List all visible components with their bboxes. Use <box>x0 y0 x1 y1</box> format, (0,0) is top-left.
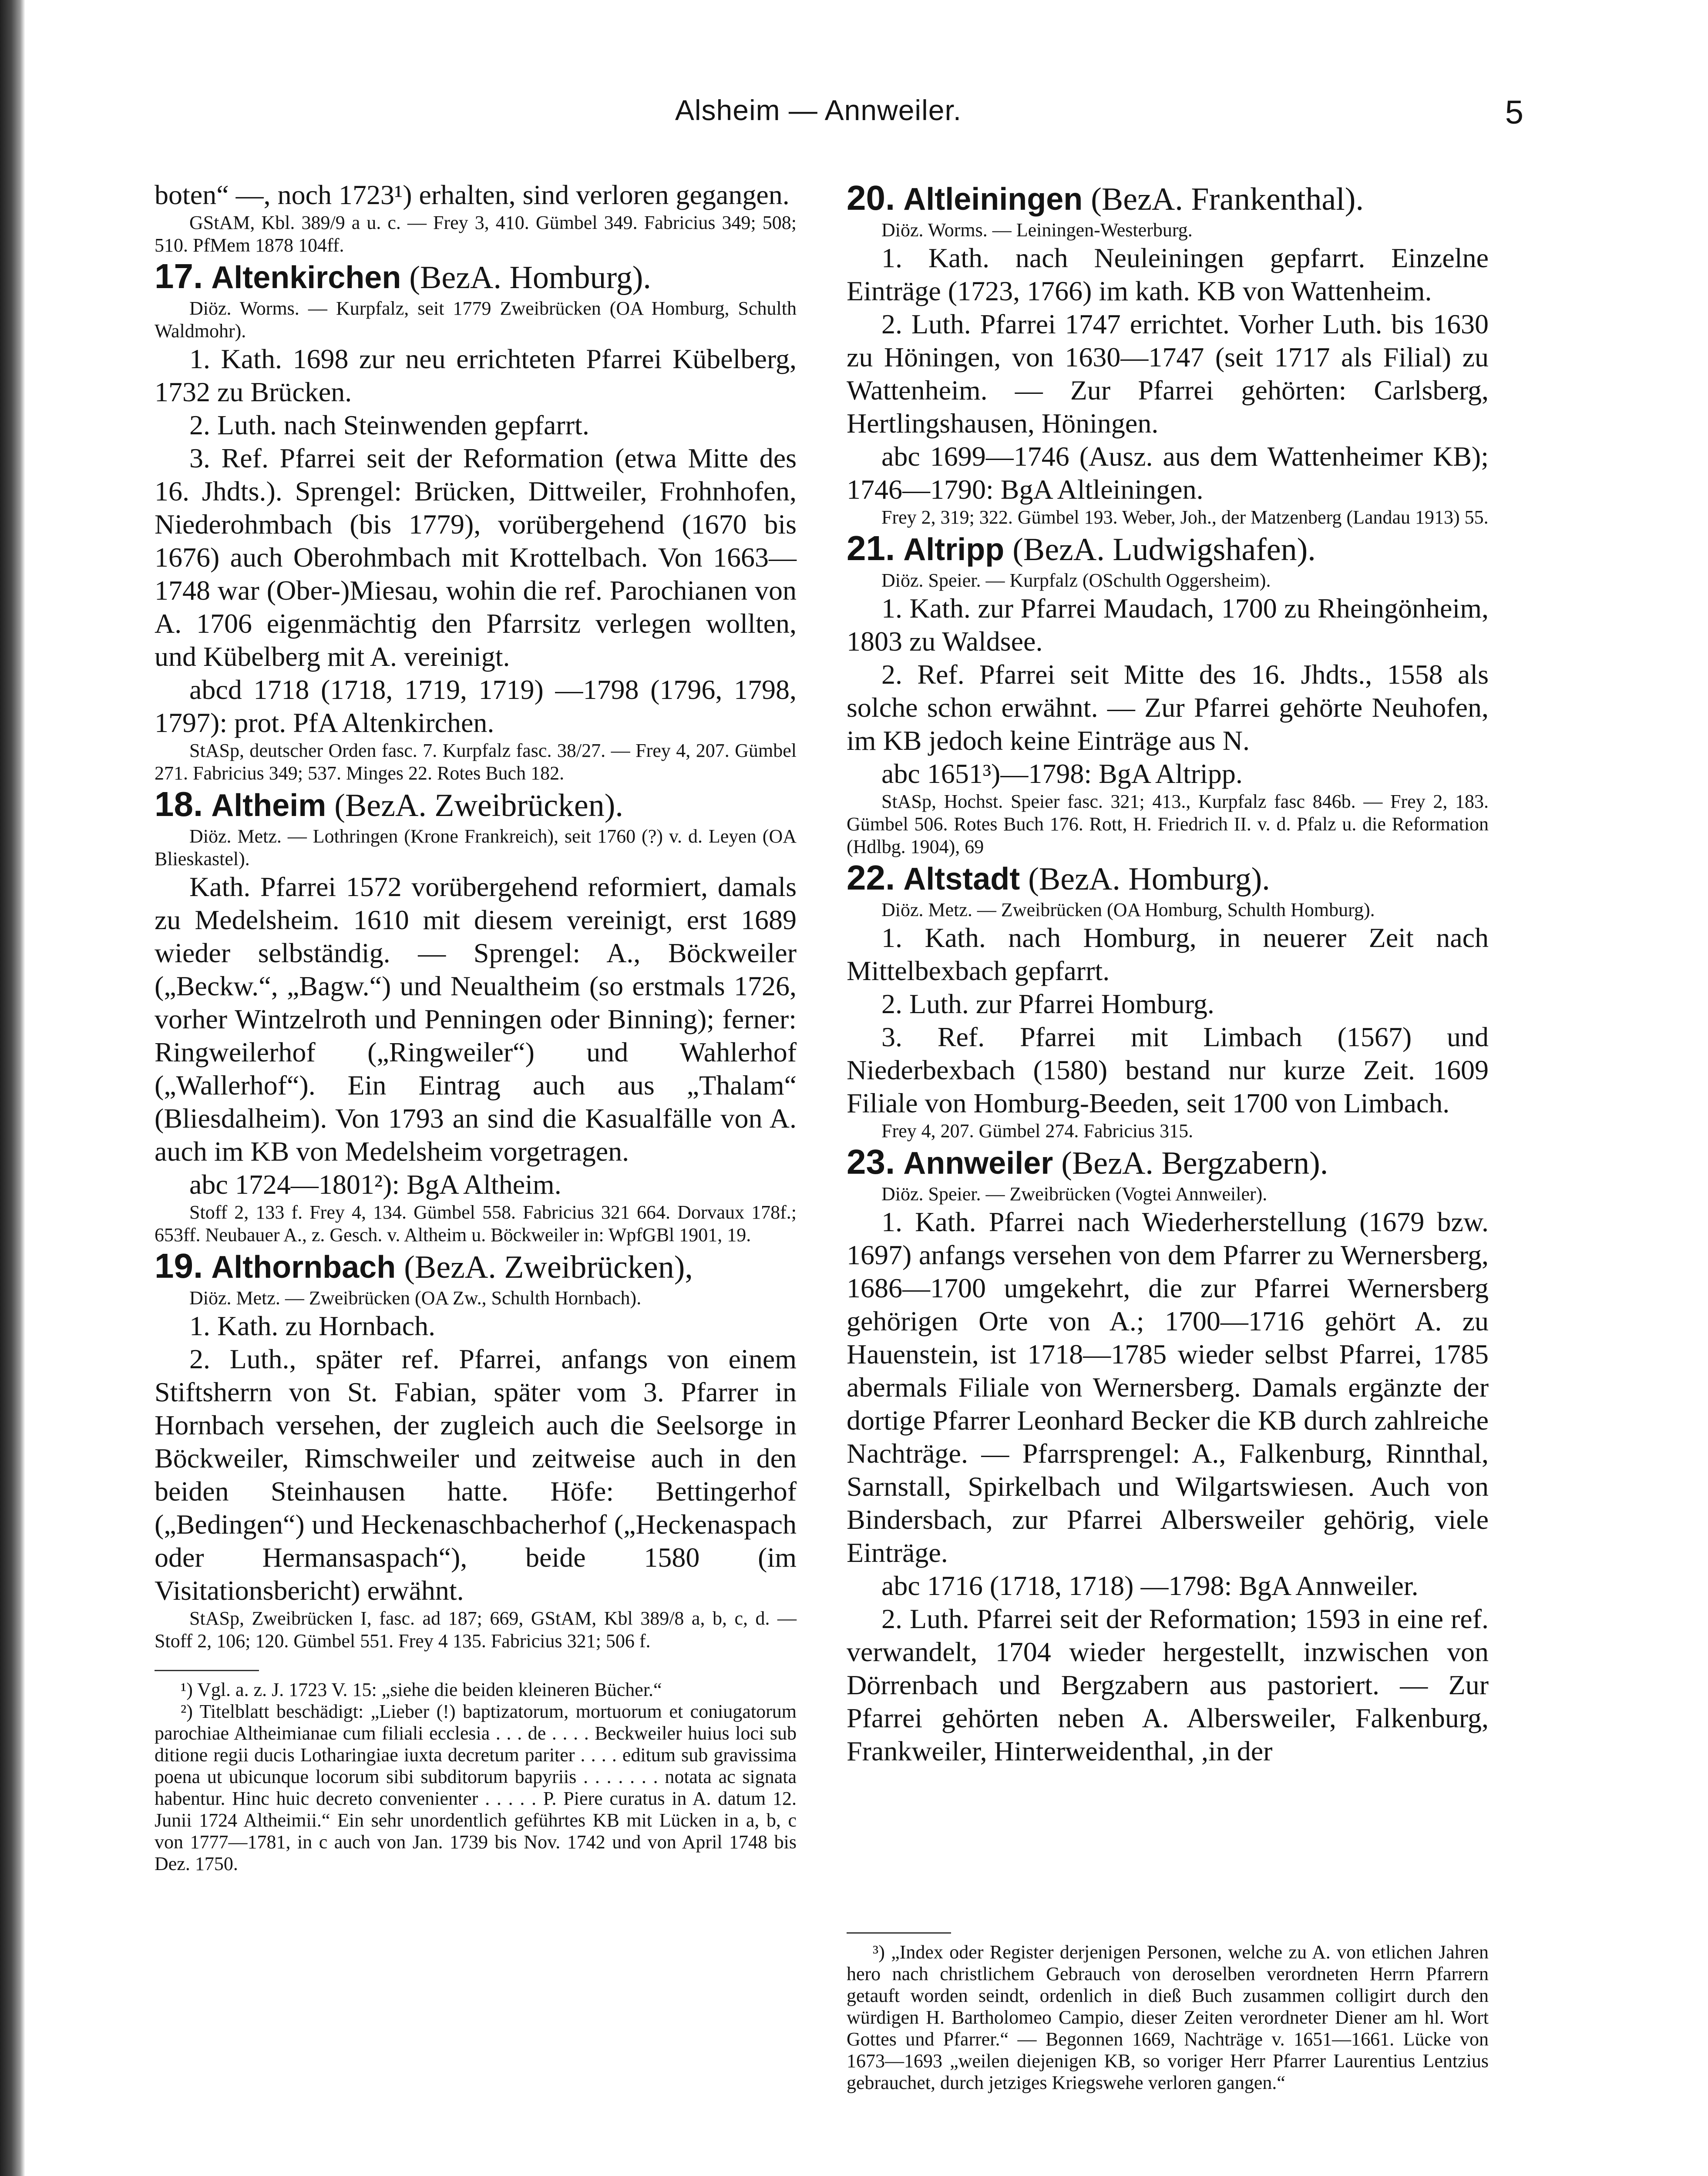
entry-name: Althornbach <box>211 1250 396 1285</box>
entry-number: 17. <box>155 257 203 296</box>
entry-paragraph: 2. Luth. zur Pfarrei Homburg. <box>881 988 1214 1019</box>
entry-heading <box>155 257 797 297</box>
entry-district: (BezA. Ludwigshafen). <box>1012 532 1316 568</box>
footnote-divider <box>847 1932 951 1934</box>
footnotes-left <box>155 1679 797 1875</box>
entry-heading <box>155 1246 797 1287</box>
footnotes-right <box>847 1932 1489 2095</box>
entry-altheim <box>155 785 797 1246</box>
entry-records: abc 1699—1746 (Ausz. aus dem Wattenheimer KB); 1746—1790: BgA Altleiningen. <box>847 441 1489 505</box>
entry-number: 20. <box>847 178 895 217</box>
entry-name: Altripp <box>903 532 1005 567</box>
entry-paragraph: 1. Kath. 1698 zur neu errichteten Pfarrei Kübelberg, 1732 zu Brücken. <box>155 343 797 407</box>
entry-name: Altleiningen <box>903 182 1083 217</box>
right-column <box>847 178 1489 1768</box>
entry-name: Annweiler <box>903 1146 1053 1181</box>
entry-meta: Diöz. Worms. — Leiningen-Westerburg. <box>881 219 1193 241</box>
entry-number: 19. <box>155 1246 203 1285</box>
left-column <box>155 178 797 1875</box>
entry-althornbach <box>155 1246 797 1652</box>
entry-sources: Frey 4, 207. Gümbel 274. Fabricius 315. <box>881 1120 1194 1142</box>
entry-name: Altheim <box>211 788 326 823</box>
entry-altenkirchen <box>155 257 797 785</box>
entry-altripp <box>847 529 1489 858</box>
entry-paragraph: 1. Kath. zu Hornbach. <box>189 1310 436 1341</box>
entry-paragraph: 3. Ref. Pfarrei mit Limbach (1567) und Niederbexbach (1580) bestand nur kurze Zeit. 1609 Filiale von Homburg-Beeden, seit 1700 von Limbach. <box>847 1021 1489 1118</box>
entry-district: (BezA. Bergzabern). <box>1061 1145 1328 1181</box>
footnote: ³) „Index oder Register derjenigen Personen, welche zu A. von etlichen Jahren hero nach christlichem Gebrauch von deroselben verordneten Herrn Pfarrern getauft worden seindt, ordenlich in dieß Buch zusammen colligirt durch den würdigen H. Bartholomeo Campio, dieser Zeiten verordneter Diener am hl. Wort Gottes und Pfarrer.“ — Begonnen 1669, Nachträge v. 1651—1661. Lücke von 1673—1693 „weilen diejenigen KB, so voriger Herr Pfarrer Laurentius Lentzius gebrauchet, durch jetziges Kriegswehe verloren gangen.“ <box>847 1941 1489 2093</box>
entry-sources: StASp, deutscher Orden fasc. 7. Kurpfalz fasc. 38/27. — Frey 4, 207. Gümbel 271. Fabricius 349; 537. Minges 22. Rotes Buch 182. <box>155 740 797 784</box>
entry-paragraph: 2. Luth. nach Steinwenden gepfarrt. <box>189 410 589 440</box>
entry-district: (BezA. Frankenthal). <box>1091 181 1364 217</box>
entry-paragraph: 1. Kath. nach Homburg, in neuerer Zeit nach Mittelbexbach gepfarrt. <box>847 922 1489 986</box>
entry-name: Altenkirchen <box>211 260 401 295</box>
entry-district: (BezA. Homburg). <box>1028 861 1270 897</box>
entry-heading <box>155 785 797 825</box>
entry-altstadt <box>847 858 1489 1142</box>
footnote: ²) Titelblatt beschädigt: „Lieber (!) baptizatorum, mortuorum et coniugatorum parochiae Altheimianae cum filiali ecclesia . . . de . . . . Beckweiler huius loci sub ditione regii ducis Lotharingiae iuxta decretum pariter . . . . editum sub gravissima poena ut ubicunque locorum sibi subditorum bapyriis . . . . . . . notata ac signata habentur. Hinc huic decreto convenienter . . . . . P. Piere curatus in A. datum 12. Junii 1724 Altheimii.“ Ein sehr unordentlich geführtes KB mit Lücken in a, b, c von 1777—1781, in c auch von Jan. 1739 bis Nov. 1742 und von April 1748 bis Dez. 1750. <box>155 1701 797 1874</box>
entry-number: 18. <box>155 785 203 823</box>
entry-records: abcd 1718 (1718, 1719, 1719) —1798 (1796, 1798, 1797): prot. PfA Altenkirchen. <box>155 674 797 738</box>
entry-sources: StASp, Zweibrücken I, fasc. ad 187; 669, GStAM, Kbl 389/8 a, b, c, d. — Stoff 2, 106; 120. Gümbel 551. Frey 4 135. Fabricius 321; 506 f. <box>155 1608 797 1652</box>
book-binding-edge <box>0 0 25 2176</box>
entry-meta: Diöz. Metz. — Zweibrücken (OA Homburg, Schulth Homburg). <box>881 899 1375 920</box>
entry-number: 22. <box>847 858 895 897</box>
entry-paragraph: Kath. Pfarrei 1572 vorübergehend reformiert, damals zu Medelsheim. 1610 mit diesem vereinigt, erst 1689 wieder selbständig. — Sprengel: A., Böckweiler („Beckw.“, „Bagw.“) und Neualtheim (so erstmals 1726, vorher Wintzelroth und Penningen oder Binning); ferner: Ringweilerhof („Ringweiler“) und Wahlerhof („Wallerhof“). Ein Eintrag auch aus „Thalam“ (Bliesdalheim). Von 1793 an sind die Kasualfälle von A. auch im KB von Medelsheim vorgetragen. <box>155 871 797 1167</box>
continuation-text: boten“ —, noch 1723¹) erhalten, sind verloren gegangen. <box>155 179 790 210</box>
footnote-divider <box>155 1670 259 1671</box>
entry-sources: Frey 2, 319; 322. Gümbel 193. Weber, Joh., der Matzenberg (Landau 1913) 55. <box>881 507 1489 528</box>
entry-heading <box>847 529 1489 569</box>
entry-records: abc 1651³)—1798: BgA Altripp. <box>881 758 1243 789</box>
entry-meta: Diöz. Speier. — Kurpfalz (OSchulth Oggersheim). <box>881 570 1271 591</box>
entry-altleiningen <box>847 178 1489 529</box>
entry-paragraph: 2. Ref. Pfarrei seit Mitte des 16. Jhdts., 1558 als solche schon erwähnt. — Zur Pfarrei gehörte Neuhofen, im KB jedoch keine Einträge aus N. <box>847 659 1489 756</box>
running-title: Alsheim — Annweiler. <box>675 94 962 126</box>
page-header <box>131 94 1523 141</box>
page-number: 5 <box>1505 94 1523 131</box>
entry-paragraph: 2. Luth. Pfarrei 1747 errichtet. Vorher Luth. bis 1630 zu Höningen, von 1630—1747 (seit 1717 als Filial) zu Wattenheim. — Zur Pfarrei gehörten: Carlsberg, Hertlingshausen, Höningen. <box>847 309 1489 439</box>
entry-number: 21. <box>847 529 895 568</box>
entry-district: (BezA. Homburg). <box>409 260 651 296</box>
entry-heading <box>847 178 1489 219</box>
entry-paragraph: 1. Kath. zur Pfarrei Maudach, 1700 zu Rheingönheim, 1803 zu Waldsee. <box>847 593 1489 657</box>
entry-records: abc 1724—1801²): BgA Altheim. <box>189 1169 561 1200</box>
entry-annweiler <box>847 1142 1489 1768</box>
entry-heading <box>847 858 1489 899</box>
entry-sources: StASp, Hochst. Speier fasc. 321; 413., Kurpfalz fasc 846b. — Frey 2, 183. Gümbel 506. Rotes Buch 176. Rott, H. Friedrich II. v. d. Pfalz u. die Reformation (Hdlbg. 1904), 69 <box>847 791 1489 857</box>
entry-name: Altstadt <box>903 862 1020 897</box>
continuation-sources: GStAM, Kbl. 389/9 a u. c. — Frey 3, 410. Gümbel 349. Fabricius 349; 508; 510. PfMem 1878 104ff. <box>155 212 797 256</box>
entry-paragraph: 2. Luth., später ref. Pfarrei, anfangs von einem Stiftsherrn von St. Fabian, später vom 3. Pfarrer in Hornbach versehen, der zugleich auch die Seelsorge in Böckweiler, Rimschweiler und zeitweise auch in den beiden Steinhausen hatte. Höfe: Bettingerhof („Bedingen“) und Heckenaschbacherhof („Heckenaspach oder Hermansaspach“), beide 1580 (im Visitationsbericht) erwähnt. <box>155 1343 797 1606</box>
entry-records: abc 1716 (1718, 1718) —1798: BgA Annweiler. <box>881 1570 1419 1601</box>
entry-sources: Stoff 2, 133 f. Frey 4, 134. Gümbel 558. Fabricius 321 664. Dorvaux 178f.; 653ff. Neubauer A., z. Gesch. v. Altheim u. Böckweiler in: WpfGBl 1901, 19. <box>155 1202 797 1246</box>
entry-heading <box>847 1142 1489 1183</box>
entry-meta: Diöz. Speier. — Zweibrücken (Vogtei Annweiler). <box>881 1183 1268 1205</box>
entry-district: (BezA. Zweibrücken). <box>334 788 623 823</box>
entry-meta: Diöz. Worms. — Kurpfalz, seit 1779 Zweibrücken (OA Homburg, Schulth Waldmohr). <box>155 298 797 342</box>
entry-paragraph: 1. Kath. Pfarrei nach Wiederherstellung (1679 bzw. 1697) anfangs versehen von dem Pfarrer zu Wernersberg, 1686—1700 umgekehrt, die zur Pfarrei Wernersberg gehörigen Orte von A.; 1700—1716 gehört A. zu Hauenstein, ist 1718—1785 wieder selbst Pfarrei, 1785 abermals Filiale von Wernersberg. Damals ergänzte der dortige Pfarrer Leonhard Becker die KB durch zahlreiche Nachträge. — Pfarrsprengel: A., Falkenburg, Rinnthal, Sarnstall, Spirkelbach und Wilgartswiesen. Auch von Bindersbach, zur Pfarrei Albersweiler gehörig, viele Einträge. <box>847 1206 1489 1568</box>
entry-paragraph: 1. Kath. nach Neuleiningen gepfarrt. Einzelne Einträge (1723, 1766) im kath. KB von Wattenheim. <box>847 242 1489 306</box>
entry-meta: Diöz. Metz. — Zweibrücken (OA Zw., Schulth Hornbach). <box>189 1287 642 1309</box>
entry-paragraph: 3. Ref. Pfarrei seit der Reformation (etwa Mitte des 16. Jhdts.). Sprengel: Brücken, Dittweiler, Frohnhofen, Niederohmbach (bis 1779), vorübergehend (1670 bis 1676) auch Oberohmbach mit Krottelbach. Von 1663—1748 war (Ober-)Miesau, wohin die ref. Parochianen von A. 1706 eigenmächtig den Pfarrsitz verlegen wollten, und Kübelberg mit A. vereinigt. <box>155 443 797 672</box>
entry-meta: Diöz. Metz. — Lothringen (Krone Frankreich), seit 1760 (?) v. d. Leyen (OA Blieskastel). <box>155 826 797 870</box>
footnote: ¹) Vgl. a. z. J. 1723 V. 15: „siehe die beiden kleineren Bücher.“ <box>181 1679 662 1700</box>
entry-number: 23. <box>847 1142 895 1181</box>
entry-paragraph: 2. Luth. Pfarrei seit der Reformation; 1593 in eine ref. verwandelt, 1704 wieder hergestellt, inzwischen von Dörrenbach und Bergzabern aus pastoriert. — Zur Pfarrei gehörten neben A. Albersweiler, Falkenburg, Frankweiler, Hinterweidenthal, ,in der <box>847 1603 1489 1766</box>
entry-district: (BezA. Zweibrücken), <box>404 1249 693 1285</box>
